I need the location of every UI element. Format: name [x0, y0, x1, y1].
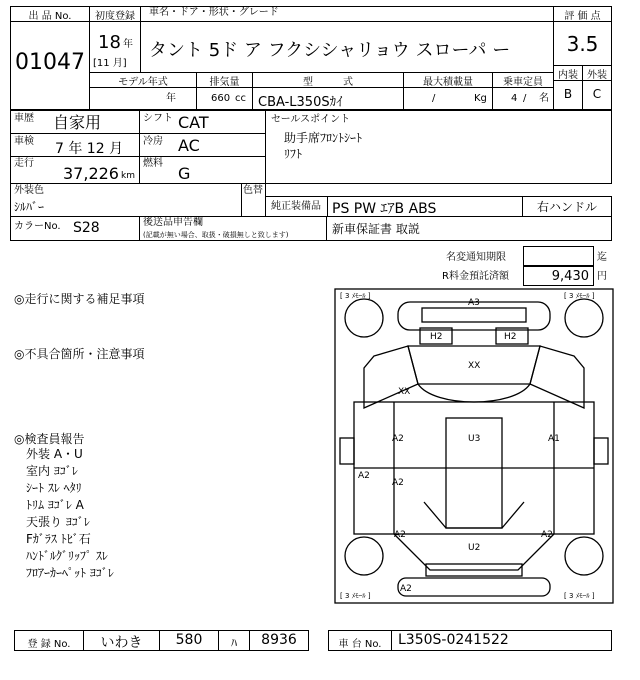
mark-h2-left: H2: [430, 332, 443, 342]
first-reg-label-cell: [89, 6, 141, 22]
reg-place: いわき: [100, 635, 143, 651]
type-cell: [252, 87, 404, 110]
mirror-l: [340, 438, 354, 464]
lot-label: 出 品 No.: [28, 11, 72, 22]
load-cell: [403, 87, 493, 110]
interior-grade: B: [563, 87, 573, 101]
displacement-label-cell: [196, 72, 253, 88]
name-change-unit: 迄: [597, 252, 607, 263]
reg-kana: ﾊ: [230, 636, 237, 650]
side-top-l: [364, 346, 418, 408]
first-reg-cell: [89, 21, 141, 73]
displacement-label: 排気量: [209, 77, 240, 88]
car-name-label-text: 車名・ドア・形状・グレード: [149, 7, 279, 18]
color-cell: [10, 183, 242, 217]
mark-a3: A3: [468, 298, 480, 308]
inspector-line: 室内 ﾖｺﾞﾚ: [26, 464, 78, 478]
equipment-label: 純正装備品: [271, 201, 321, 212]
mark-a2-left-mid: A2: [392, 478, 404, 488]
score: 3.5: [566, 32, 599, 56]
exterior-cell: [582, 80, 612, 110]
history-label: 車歴: [14, 113, 34, 124]
mileage-cell: [10, 156, 140, 184]
sales-point-cell: [265, 110, 612, 184]
mileage: 37,226: [63, 164, 119, 183]
inspection-label: 車検: [14, 136, 34, 147]
score-cell: [553, 21, 612, 66]
chassis-label: 車 台 No.: [338, 639, 382, 650]
reg-no-label-cell: [14, 630, 84, 651]
color: ｼﾙﾊﾞｰ: [14, 200, 45, 214]
model-year-label: モデル年式: [118, 77, 168, 88]
shift-label: シフト: [143, 113, 173, 124]
interior-cell: [553, 80, 583, 110]
name-change-label: 名変通知期限: [446, 252, 506, 263]
mileage-unit: km: [121, 171, 135, 181]
reg-place-cell: [83, 630, 160, 651]
mileage-label: 走行: [14, 158, 34, 169]
shift-cell: [139, 110, 266, 134]
reg-kana-cell: [218, 630, 250, 651]
inspector-line: ｼｰﾄ ｽﾚ ﾍﾀﾘ: [26, 481, 82, 495]
first-reg-label: 初度登録: [95, 11, 135, 22]
steering-cell: [522, 196, 612, 217]
rear-window: [424, 502, 524, 528]
car-damage-diagram: [334, 288, 614, 604]
roof-front: [418, 384, 530, 402]
name-change-value: [523, 246, 594, 266]
mark-a2-side: A2: [358, 471, 370, 481]
model-year-unit: 年: [166, 93, 176, 104]
equipment: PS PW ｴｱB ABS: [332, 201, 437, 217]
warranty: 新車保証書 取説: [332, 222, 420, 236]
mark-a2-left-rear: A2: [394, 530, 406, 540]
history-cell: [10, 110, 140, 134]
mirror-r: [594, 438, 608, 464]
sales-point-1: 助手席ﾌﾛﾝﾄｼｰﾄ: [284, 131, 363, 145]
reg-year: 18: [98, 32, 121, 53]
corner-label-bl: [ 3 ﾒﾓｰﾙ ]: [340, 592, 371, 600]
reg-no-label: 登 録 No.: [27, 639, 71, 650]
type-label: 型 式: [303, 77, 353, 88]
mark-h2-right: H2: [504, 332, 517, 342]
post-report-note: (記載が無い場合、取扱・破損無しと致します): [143, 231, 289, 239]
car-name-label-cell: [140, 6, 554, 22]
mark-u2: U2: [468, 543, 481, 553]
model-year-cell: [89, 87, 197, 110]
ac-cell: [139, 133, 266, 157]
lot-number: 01047: [15, 50, 85, 75]
ac-label: 冷房: [143, 136, 163, 147]
wheel-rr: [565, 537, 603, 575]
mark-a2-bottom: A2: [400, 584, 412, 594]
steering: 右ハンドル: [537, 200, 598, 214]
lot-cell: [10, 21, 90, 110]
mark-xx-left: XX: [398, 387, 411, 397]
history: 自家用: [53, 113, 102, 132]
post-report-cell: [139, 216, 327, 241]
wheel-fr: [565, 299, 603, 337]
color-change-label: 色替: [243, 185, 263, 196]
car-name-label: [141, 7, 553, 19]
color-label: 外装色: [14, 185, 44, 196]
interior-label: 内装: [558, 70, 578, 81]
score-label-cell: [553, 6, 612, 22]
capacity: 4: [511, 93, 518, 104]
color-change-cell: [241, 183, 266, 217]
inspector-line: Fｶﾞﾗｽ ﾄﾋﾞ石: [26, 532, 91, 546]
fuel-label: 燃料: [143, 158, 163, 169]
load-unit: Kg: [474, 93, 487, 104]
inspector-label: ◎検査員報告: [14, 432, 85, 446]
model-year-label-cell: [89, 72, 197, 88]
color-no-cell: [10, 216, 140, 241]
capacity-unit: 名: [539, 93, 549, 104]
car-name: タント 5ド ア フクシシャリョウ スローパ ー: [149, 40, 511, 61]
inspector-line: ﾊﾝﾄﾞﾙｸﾞﾘｯﾌﾟ ｽﾚ: [26, 549, 108, 563]
side-top-r: [530, 346, 584, 408]
reg-number: 8936: [261, 632, 297, 648]
capacity-cell: [492, 87, 554, 110]
defects-label: ◎不具合箇所・注意事項: [14, 347, 145, 361]
type-label-cell: [252, 72, 404, 88]
car-name-cell: [140, 21, 554, 73]
recycle-value: 9,430: [551, 269, 589, 284]
fuel-cell: [139, 156, 266, 184]
front-plate: [422, 308, 526, 322]
mark-u3: U3: [468, 434, 481, 444]
equipment-cell: [327, 196, 523, 217]
recycle-cell: [523, 266, 594, 286]
sales-point-label: セールスポイント: [271, 114, 351, 125]
exterior-label-cell: [582, 65, 612, 81]
inspection: 7 年 12 月: [55, 141, 124, 157]
corner-label-tl: [ 3 ﾒﾓｰﾙ ]: [340, 292, 371, 300]
sales-point-2: ﾘﾌﾄ: [284, 147, 303, 161]
displacement-cell: [196, 87, 253, 110]
inspector-line: 天張り ﾖｺﾞﾚ: [26, 515, 90, 529]
type: CBA-L350Sｶｲ: [258, 95, 343, 110]
reg-class: 580: [175, 632, 203, 648]
interior-label-cell: [553, 65, 583, 81]
exterior-label: 外装: [587, 70, 607, 81]
score-label: 評 価 点: [564, 11, 601, 22]
reg-month: [11 月]: [93, 58, 127, 69]
chassis-cell: [391, 630, 612, 651]
inspector-line: 外装 A・U: [26, 447, 83, 461]
frame-outline: [335, 289, 613, 603]
corner-label-tr: [ 3 ﾒﾓｰﾙ ]: [564, 292, 595, 300]
shift: CAT: [178, 113, 209, 132]
inspector-lines: [26, 447, 114, 583]
inspection-cell: [10, 133, 140, 157]
corner-label-br: [ 3 ﾒﾓｰﾙ ]: [564, 592, 595, 600]
load-label-cell: [403, 72, 493, 88]
wheel-rl: [345, 537, 383, 575]
driving-notes-label: ◎走行に関する補足事項: [14, 292, 145, 306]
post-report-label: 後送品申告欄: [143, 217, 203, 228]
reg-class-cell: [159, 630, 219, 651]
reg-year-unit: 年: [123, 39, 133, 50]
color-no-label: カラーNo.: [14, 221, 61, 232]
warranty-cell: [326, 216, 612, 241]
equipment-label-cell: [265, 196, 328, 217]
chassis: L350S-0241522: [398, 632, 509, 648]
inspector-line: ﾄﾘﾑ ﾖｺﾞﾚ A: [26, 498, 84, 512]
mark-a2-right-rear: A2: [541, 530, 553, 540]
fuel: G: [178, 164, 191, 183]
exterior-grade: C: [592, 87, 602, 101]
load-label: 最大積載量: [423, 77, 473, 88]
mark-a1: A1: [548, 434, 560, 444]
recycle-unit: 円: [597, 271, 607, 282]
ac: AC: [178, 136, 200, 155]
mark-xx-top: XX: [468, 361, 481, 371]
capacity-label: 乗車定員: [503, 77, 543, 88]
inspector-line: ﾌﾛｱｰｶｰﾍﾟｯﾄ ﾖｺﾞﾚ: [26, 566, 114, 580]
rear-bumper: [398, 578, 550, 596]
displacement: 660: [211, 93, 231, 104]
recycle-label: R料金預託済額: [442, 271, 509, 282]
color-no: S28: [73, 220, 100, 236]
displacement-unit: cc: [235, 93, 246, 104]
capacity-label-cell: [492, 72, 554, 88]
capacity-sep: /: [523, 93, 527, 104]
reg-number-cell: [249, 630, 309, 651]
mark-a2-left-front: A2: [392, 434, 404, 444]
lot-label-cell: [10, 6, 90, 22]
load-value: /: [432, 93, 436, 104]
chassis-label-cell: [328, 630, 392, 651]
wheel-fl: [345, 299, 383, 337]
